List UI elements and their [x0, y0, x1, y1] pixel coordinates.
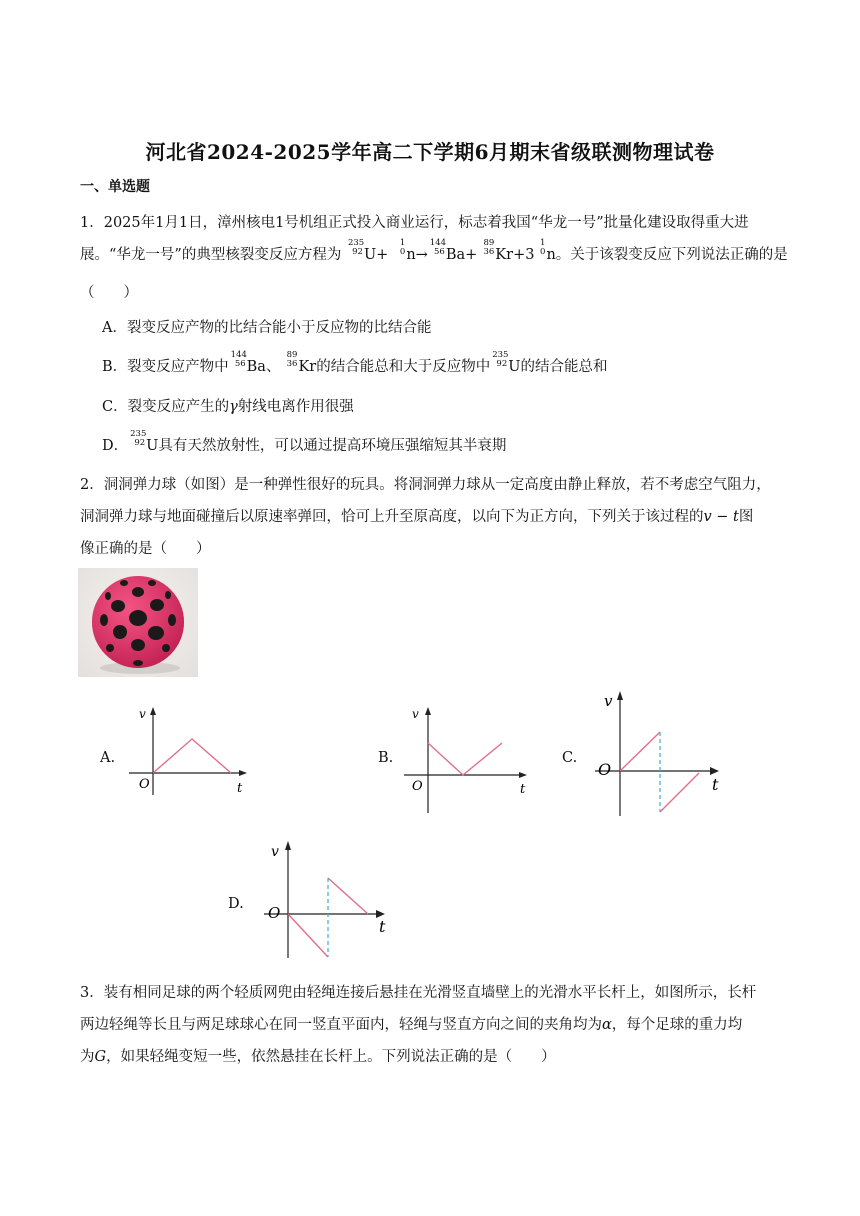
option-label-d: D. — [228, 896, 244, 912]
v-axis-arrow-icon — [617, 691, 623, 700]
section-heading: 一、单选题 — [80, 179, 150, 195]
alpha-symbol: α — [602, 1017, 612, 1033]
q3-line1: 3．装有相同足球的两个轻质网兜由轻绳连接后悬挂在光滑竖直墙壁上的光滑水平长杆上，如图所示，长杆 — [80, 985, 757, 1001]
origin-label: O — [268, 904, 281, 922]
v-axis-arrow-icon — [150, 707, 156, 715]
plus-sign: + — [465, 247, 478, 263]
option-label-b: B. — [378, 750, 394, 766]
v-label: v — [139, 707, 146, 721]
vt-curve-rise — [328, 878, 368, 914]
bouncy-ball-photo — [78, 568, 198, 677]
q1-option-a: A．裂变反应产物的比结合能小于反应物的比结合能 — [102, 320, 432, 336]
v-label: v — [604, 692, 613, 710]
v-axis-arrow-icon — [425, 707, 431, 715]
q2-line3: 像正确的是（ ） — [80, 541, 211, 557]
vt-curve — [153, 739, 231, 773]
q1-line2-post: 。关于该裂变反应下列说法正确的是 — [555, 247, 788, 263]
v-label: v — [271, 844, 279, 860]
nuclide-u235: 235 92 U — [130, 429, 159, 454]
origin-label: O — [139, 777, 150, 792]
q3-line3: 为G，如果轻绳变短一些，依然悬挂在长杆上。下列说法正确的是（ ） — [80, 1049, 556, 1065]
nuclide-neutron: 1 0 n — [540, 238, 556, 263]
gamma-symbol: γ — [229, 399, 238, 415]
vt-curve-rise — [660, 773, 699, 812]
nuclide-neutron: 1 0 n — [399, 238, 416, 263]
plus-three: +3 — [513, 247, 535, 263]
vt-curve-fall — [288, 914, 328, 957]
vt-symbol: v − t — [703, 509, 739, 525]
origin-label: O — [598, 760, 612, 779]
vt-curve-fall — [620, 732, 660, 771]
option-label-a: A. — [100, 750, 116, 766]
reaction-arrow: → — [415, 247, 428, 263]
v-axis-arrow-icon — [285, 841, 291, 850]
t-label: t — [712, 775, 719, 794]
q1-option-d: D． 235 92 U具有天然放射性，可以通过提高环境压强缩短其半衰期 — [102, 429, 507, 454]
nuclide-u235: 235 92 U — [492, 350, 521, 375]
origin-label: O — [412, 779, 423, 794]
t-axis-arrow-icon — [710, 767, 719, 775]
vt-curve — [428, 743, 502, 775]
q2-line2: 洞洞弹力球与地面碰撞后以原速率弹回，恰可上升至原高度，以向下为正方向，下列关于该过程的v − t图 — [80, 509, 754, 525]
t-label: t — [237, 781, 243, 796]
t-axis-arrow-icon — [239, 770, 247, 776]
plus-sign: + — [376, 247, 389, 263]
q1-option-c: C．裂变反应产生的γ射线电离作用很强 — [102, 399, 354, 415]
q1-line1: 1．2025年1月1日，漳州核电1号机组正式投入商业运行，标志着我国“华龙一号”批量化建设取得重大进 — [80, 215, 749, 231]
q1-line2-pre: 展。“华龙一号”的典型核裂变反应方程为 — [80, 247, 342, 263]
t-label: t — [379, 917, 386, 936]
nuclide-ba144: 144 56 Ba — [230, 350, 266, 375]
g-symbol: G — [94, 1049, 107, 1065]
v-label: v — [412, 707, 419, 721]
t-label: t — [520, 782, 526, 797]
q1-option-b: B．裂变反应产物中 144 56 Ba、 89 36 Kr的结合能总和大于反应物中 235 92 U的结合能总和 — [102, 350, 608, 375]
nuclide-kr89: 89 36 Kr — [286, 350, 317, 375]
q1-answer-paren: （ ） — [80, 285, 138, 301]
nuclide-ba144: 144 56 Ba — [429, 238, 466, 263]
q3-line2: 两边轻绳等长且与两足球球心在同一竖直平面内，轻绳与竖直方向之间的夹角均为α，每个足球的重力均 — [80, 1017, 743, 1033]
nuclide-kr89: 89 36 Kr — [483, 238, 514, 263]
page-title: 河北省2024-2025学年高二下学期6月期末省级联测物理试卷 — [145, 140, 715, 164]
nuclide-u235: 235 92 U — [347, 238, 377, 263]
q1-line2 — [80, 238, 788, 264]
option-label-c: C. — [562, 750, 578, 766]
q2-line1: 2．洞洞弹力球（如图）是一种弹性很好的玩具。将洞洞弹力球从一定高度由静止释放，若不考虑空气阻力， — [80, 477, 771, 493]
t-axis-arrow-icon — [519, 772, 527, 778]
